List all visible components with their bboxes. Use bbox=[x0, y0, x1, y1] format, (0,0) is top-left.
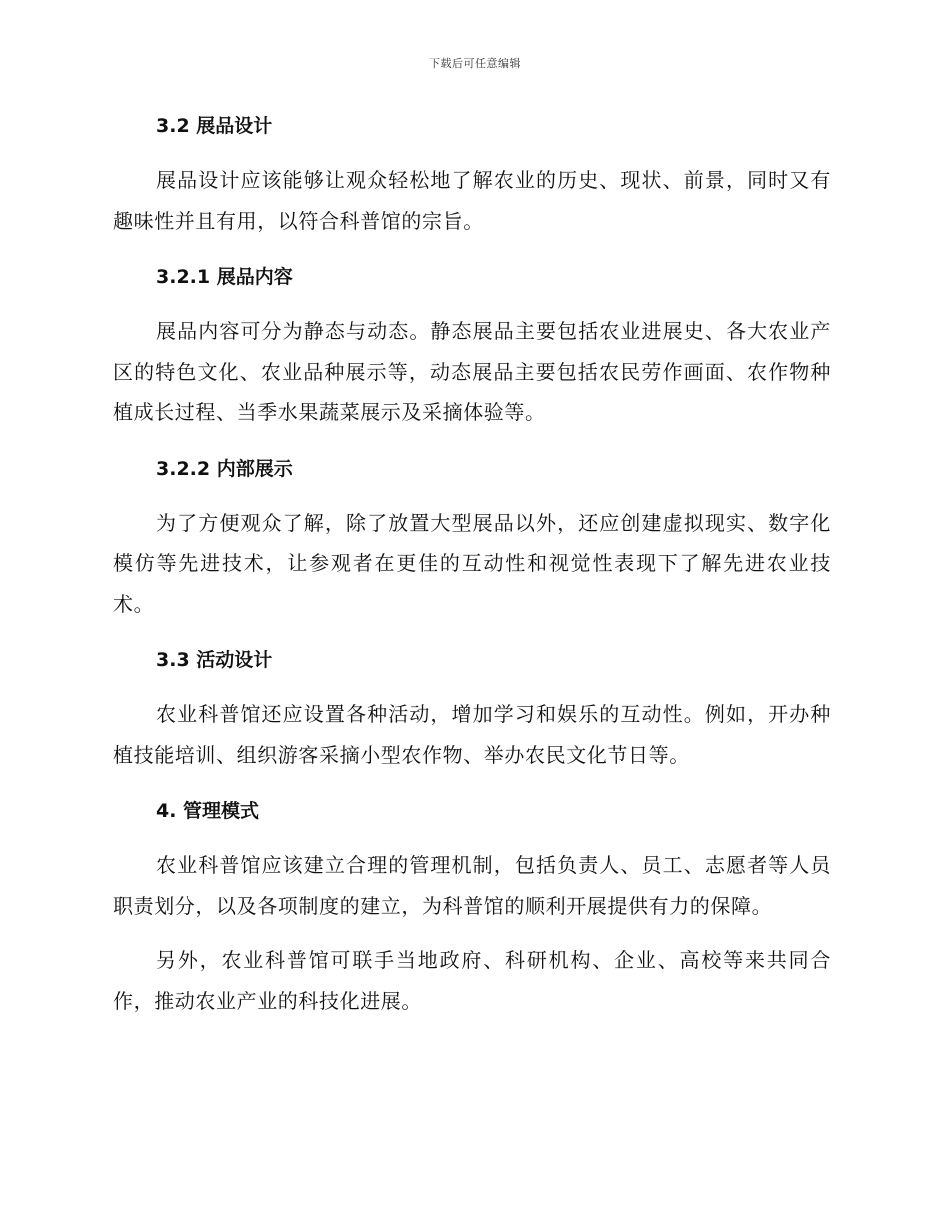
section-heading: 3.2 展品设计 bbox=[156, 115, 273, 137]
paragraph: 展品设计应该能够让观众轻松地了解农业的历史、现状、前景，同时又有趣味性并且有用，以符合科普馆的宗旨。 bbox=[113, 168, 831, 233]
paragraph: 农业科普馆还应设置各种活动，增加学习和娱乐的互动性。例如，开办种植技能培训、组织游客采摘小型农作物、举办农民文化节日等。 bbox=[113, 702, 831, 767]
document-body bbox=[113, 104, 831, 1035]
section-heading: 3.2.1 展品内容 bbox=[156, 266, 293, 288]
paragraph: 为了方便观众了解，除了放置大型展品以外，还应创建虚拟现实、数字化模仿等先进技术，让参观者在更佳的互动性和视觉性表现下了解先进农业技术。 bbox=[113, 510, 831, 616]
paragraph: 农业科普馆应该建立合理的管理机制，包括负责人、员工、志愿者等人员职责划分，以及各项制度的建立，为科普馆的顺利开展提供有力的保障。 bbox=[113, 853, 831, 918]
section-heading: 3.3 活动设计 bbox=[156, 649, 273, 671]
section-heading: 3.2.2 内部展示 bbox=[156, 457, 293, 480]
paragraph: 另外，农业科普馆可联手当地政府、科研机构、企业、高校等来共同合作，推动农业产业的科技化进展。 bbox=[113, 948, 831, 1013]
page-header: 下载后可任意编辑 bbox=[429, 57, 521, 70]
paragraph: 展品内容可分为静态与动态。静态展品主要包括农业进展史、各大农业产区的特色文化、农业品种展示等，动态展品主要包括农民劳作画面、农作物种植成长过程、当季水果蔬菜展示及采摘体验等。 bbox=[113, 319, 831, 424]
section-heading: 4. 管理模式 bbox=[156, 800, 260, 822]
